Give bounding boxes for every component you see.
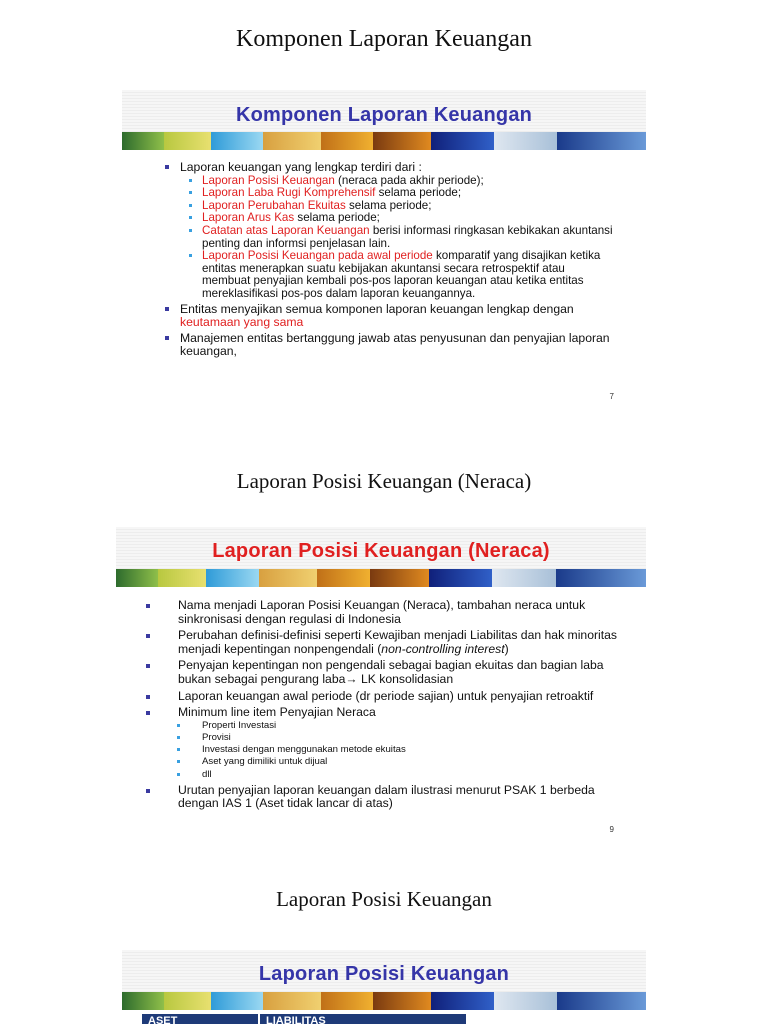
slide-page-number: 9 (609, 825, 614, 834)
slide-komponen-laporan-keuangan (122, 90, 646, 408)
bullet-text: dll (202, 768, 212, 780)
bullet-item (122, 161, 614, 175)
slide-title: Komponen Laporan Keuangan (235, 104, 533, 126)
sub-bullet-item (116, 744, 620, 756)
bullet-item (116, 690, 620, 704)
slide-title: Laporan Posisi Keuangan (258, 963, 510, 985)
bullet-text: non-controlling interest (381, 641, 505, 656)
bullet-text: Laporan keuangan yang lengkap terdiri dari : (180, 160, 422, 174)
highlighted-term: keutamaan yang sama (180, 315, 304, 330)
bullet-text: selama periode; (375, 186, 462, 200)
highlighted-term: Laporan Perubahan Ekuitas (202, 198, 346, 212)
bullet-item (122, 332, 614, 359)
highlighted-term: Laporan Laba Rugi Komprehensif (202, 186, 376, 200)
balance-sheet-table-header (142, 1014, 466, 1024)
slide-bullet-list (122, 161, 614, 359)
bullet-text: (neraca pada akhir periode); (334, 173, 484, 187)
section-heading-1: Komponen Laporan Keuangan (236, 26, 532, 52)
photo-strip-banner (116, 569, 646, 587)
bullet-text: Urutan penyajian laporan keuangan dalam ilustrasi menurut PSAK 1 berbeda dengan IAS 1 (Aset tidak lancar di atas) (178, 782, 595, 811)
highlighted-term: Laporan Posisi Keuangan pada awal periode (202, 249, 433, 263)
sub-bullet-item (116, 732, 620, 744)
highlighted-term: Laporan Arus Kas (202, 211, 295, 225)
sub-bullet-item (122, 250, 614, 300)
highlighted-term: Laporan Posisi Keuangan (202, 173, 335, 187)
bullet-text: Laporan keuangan awal periode (dr periode sajian) untuk penyajian retroaktif (178, 688, 594, 703)
bullet-text: ) (504, 641, 509, 656)
bullet-item (116, 706, 620, 720)
slide-bullet-list (116, 599, 620, 811)
slide-page-number: 7 (609, 392, 614, 401)
section-heading-2: Laporan Posisi Keuangan (Neraca) (236, 469, 532, 493)
bullet-text: Provisi (202, 731, 231, 743)
sub-bullet-item (116, 720, 620, 732)
bullet-item (116, 659, 620, 686)
bullet-text: Perubahan definisi-definisi seperti Kewajiban menjadi Liabilitas dan hak minoritas menjadi kepentingan nonpengendali ( (178, 628, 617, 656)
bullet-text: Penyajan kepentingan non pengendali sebagai bagian ekuitas dan bagian laba bukan sebagai pengurang laba→ LK konsolidasian (178, 658, 604, 686)
bullet-text: Manajemen entitas bertanggung jawab atas penyusunan dan penyajian laporan keuangan, (180, 330, 610, 359)
bullet-text: Entitas menyajikan semua komponen laporan keuangan lengkap dengan (180, 301, 574, 316)
sub-bullet-item (116, 756, 620, 768)
photo-strip-banner (122, 132, 646, 150)
bullet-text: Minimum line item Penyajian Neraca (178, 705, 376, 720)
bullet-item (116, 784, 620, 811)
table-header-aset: ASET (142, 1014, 258, 1024)
section-heading-3: Laporan Posisi Keuangan (276, 887, 492, 911)
bullet-item (116, 629, 620, 656)
table-header-liabilitas: LIABILITAS (260, 1014, 466, 1024)
bullet-text: berisi informasi ringkasan kebikakan akuntansi penting dan informsi penjelasan lain. (202, 223, 613, 250)
photo-strip-banner (122, 992, 646, 1010)
sub-bullet-item (116, 769, 620, 781)
bullet-text: Investasi dengan menggunakan metode ekuitas (202, 744, 406, 756)
bullet-text: Properti Investasi (202, 719, 277, 731)
bullet-text: Aset yang dimiliki untuk dijual (202, 756, 328, 768)
slide-laporan-posisi-keuangan (122, 950, 646, 1024)
slide-title: Laporan Posisi Keuangan (Neraca) (212, 540, 550, 562)
slide-laporan-posisi-keuangan-neraca (116, 527, 646, 840)
bullet-item (116, 599, 620, 626)
bullet-text: Nama menjadi Laporan Posisi Keuangan (Neraca), tambahan neraca untuk sinkronisasi dengan regulasi di Indonesia (178, 598, 586, 626)
bullet-text: selama periode; (294, 211, 380, 225)
bullet-text: selama periode; (345, 198, 432, 212)
bullet-text: komparatif yang disajikan ketika entitas menerapkan suatu kebijakan akuntansi secara retrospektif atau membuat penyajian kembali pos-pos laporan keuangan atau ketika entitas mereklasifikasi pos-pos dalam laporan keuangannya. (202, 249, 601, 300)
bullet-item (122, 303, 614, 330)
highlighted-term: Catatan atas Laporan Keuangan (202, 223, 370, 237)
sub-bullet-item (122, 225, 614, 250)
